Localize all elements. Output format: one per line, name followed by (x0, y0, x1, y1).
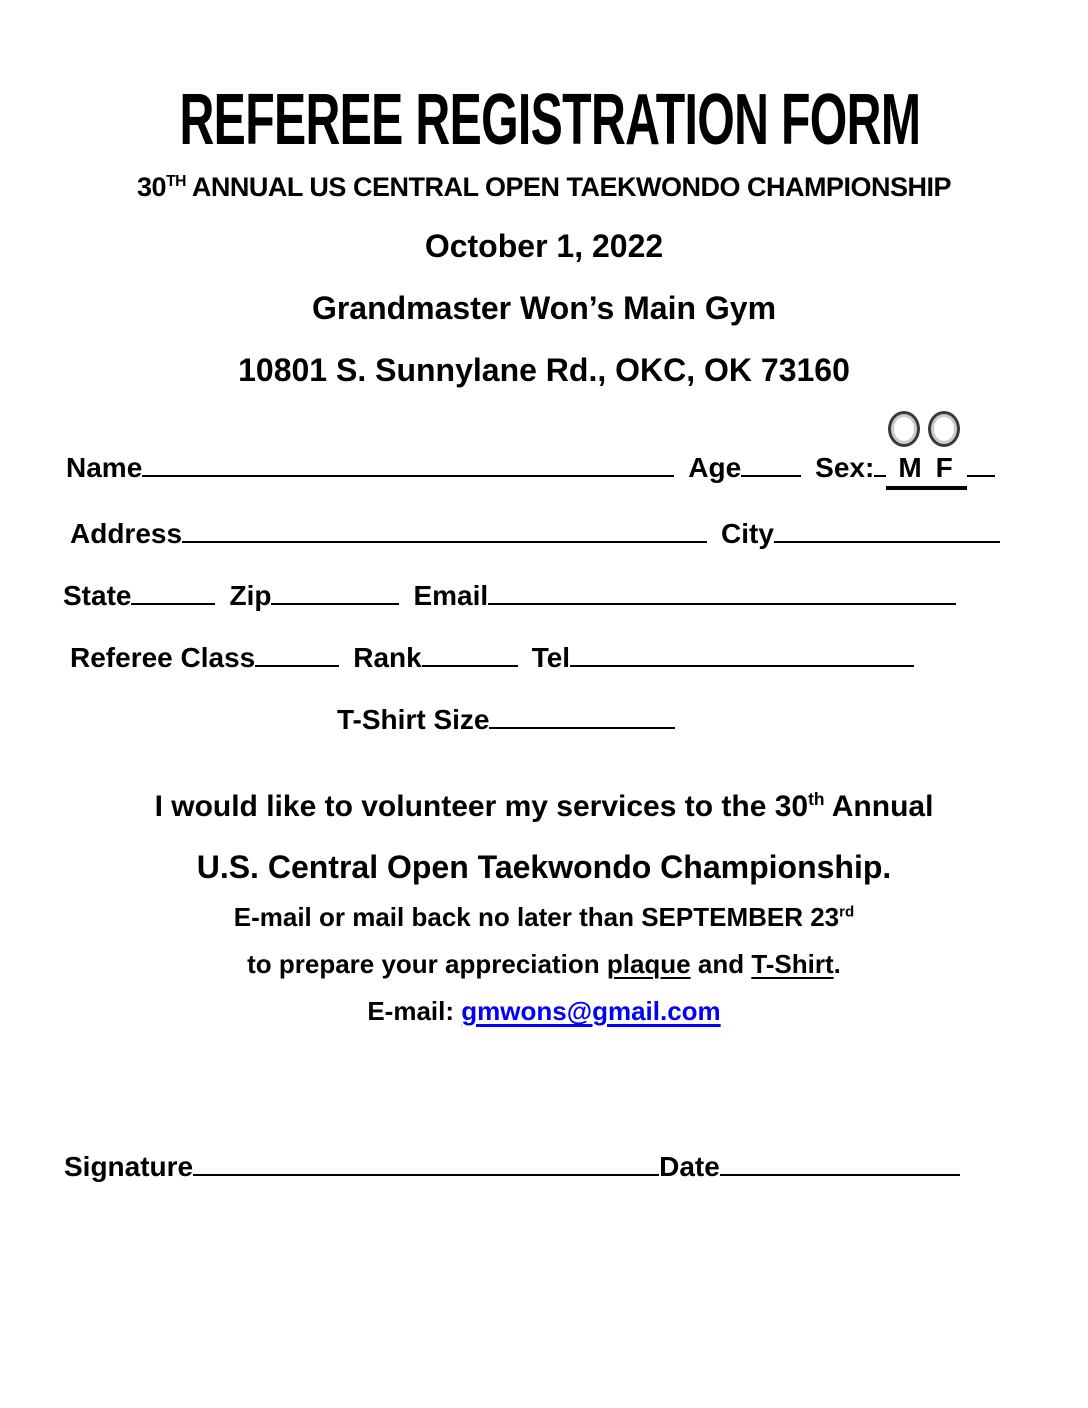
contact-email-link[interactable]: gmwons@gmail.com (461, 996, 721, 1026)
subtitle-prefix: 30 (137, 172, 167, 202)
subtitle-rest: ANNUAL US CENTRAL OPEN TAEKWONDO CHAMPIONSHIP (185, 172, 951, 202)
deadline-note (0, 901, 1088, 933)
volunteer-statement-line2: U.S. Central Open Taekwondo Championship. (196, 849, 892, 885)
volunteer-line1-suffix: Annual (824, 790, 934, 823)
event-date: October 1, 2022 (424, 228, 664, 264)
rank-label: Rank (353, 642, 422, 673)
sex-label: Sex: (815, 452, 875, 483)
zip-label: Zip (229, 580, 272, 611)
venue-address: 10801 S. Sunnylane Rd., OKC, OK 73160 (238, 352, 850, 388)
address-field-blank[interactable] (182, 540, 707, 543)
city-field-blank[interactable] (774, 540, 1000, 543)
appreciation-tshirt-underlined: T-Shirt (751, 949, 834, 979)
circle-option-f-icon[interactable] (928, 411, 960, 447)
subtitle-ordinal-superscript: TH (166, 173, 186, 190)
age-field-blank[interactable] (741, 474, 801, 477)
volunteer-statement-line1 (0, 788, 1088, 826)
rank-field-blank[interactable] (422, 664, 518, 667)
contact-email-label: E-mail: (367, 996, 462, 1026)
deadline-text: E-mail or mail back no later than SEPTEMBER 23 (233, 902, 840, 932)
sex-option-female[interactable]: F (935, 452, 955, 483)
referee-class-rank-tel-row (0, 640, 1088, 676)
state-label: State (63, 580, 132, 611)
appreciation-suffix: . (833, 949, 841, 979)
circle-option-m-icon[interactable] (888, 411, 920, 447)
sex-blank-left (874, 474, 886, 477)
name-label: Name (66, 452, 143, 483)
tshirt-size-label: T-Shirt Size (337, 704, 490, 735)
sex-option-male[interactable]: M (898, 452, 924, 483)
page-title: REFEREE REGISTRATION FORM (179, 80, 921, 160)
email-label: Email (413, 580, 489, 611)
signature-field-blank[interactable] (193, 1173, 659, 1176)
appreciation-middle: and (690, 949, 752, 979)
volunteer-line1-prefix: I would like to volunteer my services to the 30 (154, 790, 809, 823)
tshirt-size-field-blank[interactable] (489, 726, 675, 729)
appreciation-note (0, 948, 1088, 980)
sex-options (886, 450, 966, 490)
deadline-ordinal-superscript: rd (839, 903, 855, 921)
referee-class-label: Referee Class (70, 642, 256, 673)
sex-blank-right (967, 474, 995, 477)
date-label: Date (659, 1151, 720, 1182)
state-zip-email-row (0, 578, 1088, 614)
name-age-sex-row (0, 450, 1088, 490)
age-label: Age (688, 452, 742, 483)
address-label: Address (70, 518, 183, 549)
referee-class-field-blank[interactable] (255, 664, 339, 667)
date-field-blank[interactable] (720, 1173, 960, 1176)
signature-label: Signature (64, 1151, 194, 1182)
email-field-blank[interactable] (488, 602, 956, 605)
tel-field-blank[interactable] (570, 664, 914, 667)
contact-email-line (0, 995, 1088, 1027)
venue-name: Grandmaster Won’s Main Gym (311, 290, 777, 326)
tel-label: Tel (531, 642, 571, 673)
address-city-row (0, 516, 1088, 552)
name-field-blank[interactable] (142, 474, 674, 477)
volunteer-line1-ordinal-superscript: th (808, 789, 825, 809)
zip-field-blank[interactable] (271, 602, 399, 605)
appreciation-plaque-underlined: plaque (606, 949, 691, 979)
signature-date-row (0, 1147, 1088, 1187)
city-label: City (721, 518, 774, 549)
event-subtitle (0, 172, 1088, 202)
tshirt-size-row (0, 702, 1088, 738)
appreciation-prefix: to prepare your appreciation (247, 949, 607, 979)
state-field-blank[interactable] (131, 602, 215, 605)
